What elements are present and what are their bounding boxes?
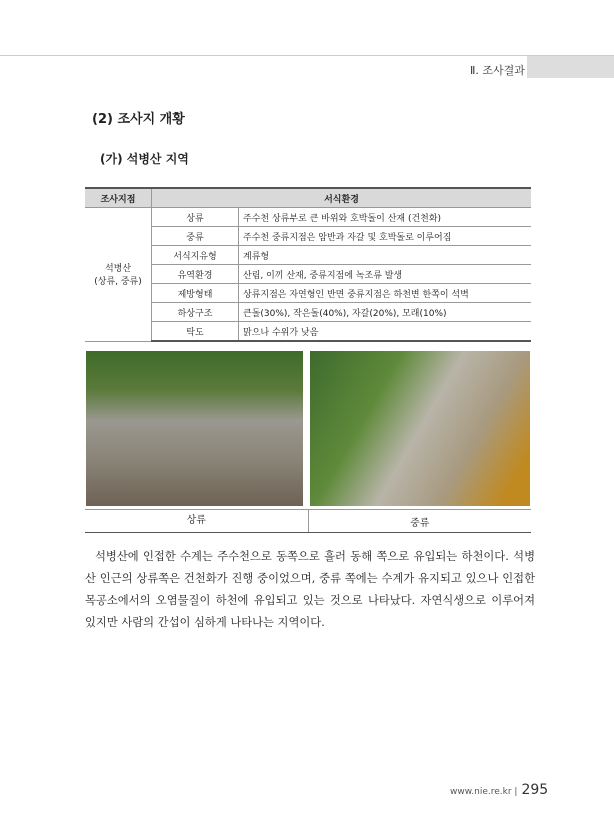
- row-key: 제방형태: [152, 284, 239, 303]
- row-key: 상류: [152, 208, 239, 227]
- header-tab: [527, 56, 614, 78]
- row-key: 유역환경: [152, 265, 239, 284]
- upstream-photo: [86, 351, 303, 506]
- col-header-habitat: 서식환경: [152, 188, 532, 208]
- footer-separator: |: [514, 787, 518, 797]
- row-key: 서식지유형: [152, 246, 239, 265]
- row-key: 하상구조: [152, 303, 239, 322]
- site-cell: 석병산 (상류, 중류): [85, 208, 152, 342]
- caption-upstream: 상류: [85, 510, 309, 532]
- photo-captions: [85, 509, 531, 533]
- page-number: 295: [521, 782, 549, 798]
- row-value: 큰돌(30%), 작은돌(40%), 자갈(20%), 모래(10%): [239, 303, 532, 322]
- footer-url: www.nie.re.kr: [450, 787, 512, 797]
- row-value: 계류형: [239, 246, 532, 265]
- row-value: 주수천 상류부로 큰 바위와 호박돌이 산재 (건천화): [239, 208, 532, 227]
- row-value: 주수천 중류지점은 암반과 자갈 및 호박돌로 이루어짐: [239, 227, 532, 246]
- habitat-table: [85, 187, 531, 342]
- subsection-heading: (가) 석병산 지역: [100, 152, 189, 166]
- col-header-site: 조사지점: [85, 188, 152, 208]
- section-heading: (2) 조사지 개황: [92, 112, 185, 127]
- row-key: 중류: [152, 227, 239, 246]
- header-divider: [0, 55, 614, 56]
- footer: [450, 782, 548, 798]
- body-paragraph: 석병산에 인접한 수계는 주수천으로 동쪽으로 흘러 동해 쪽으로 유입되는 하천이다. 석병산 인근의 상류쪽은 건천화가 진행 중이었으며, 중류 쪽에는 수계가 유지되고 있으나 인접한 목공소에서의 오염물질이 하천에 유입되고 있는 것으로 나타났다. 자연식생으로 이루어져 있지만 사람의 간섭이 심하게 나타나는 지역이다.: [85, 550, 535, 629]
- row-value: 상류지점은 자연형인 반면 중류지점은 하천변 한쪽이 석벽: [239, 284, 532, 303]
- midstream-photo: [310, 351, 530, 506]
- row-value: 산림, 이끼 산재, 중류지점에 녹조류 발생: [239, 265, 532, 284]
- caption-midstream: 중류: [410, 517, 430, 529]
- row-value: 맑으나 수위가 낮음: [239, 322, 532, 342]
- section-header: Ⅱ. 조사결과: [470, 64, 525, 77]
- row-key: 탁도: [152, 322, 239, 342]
